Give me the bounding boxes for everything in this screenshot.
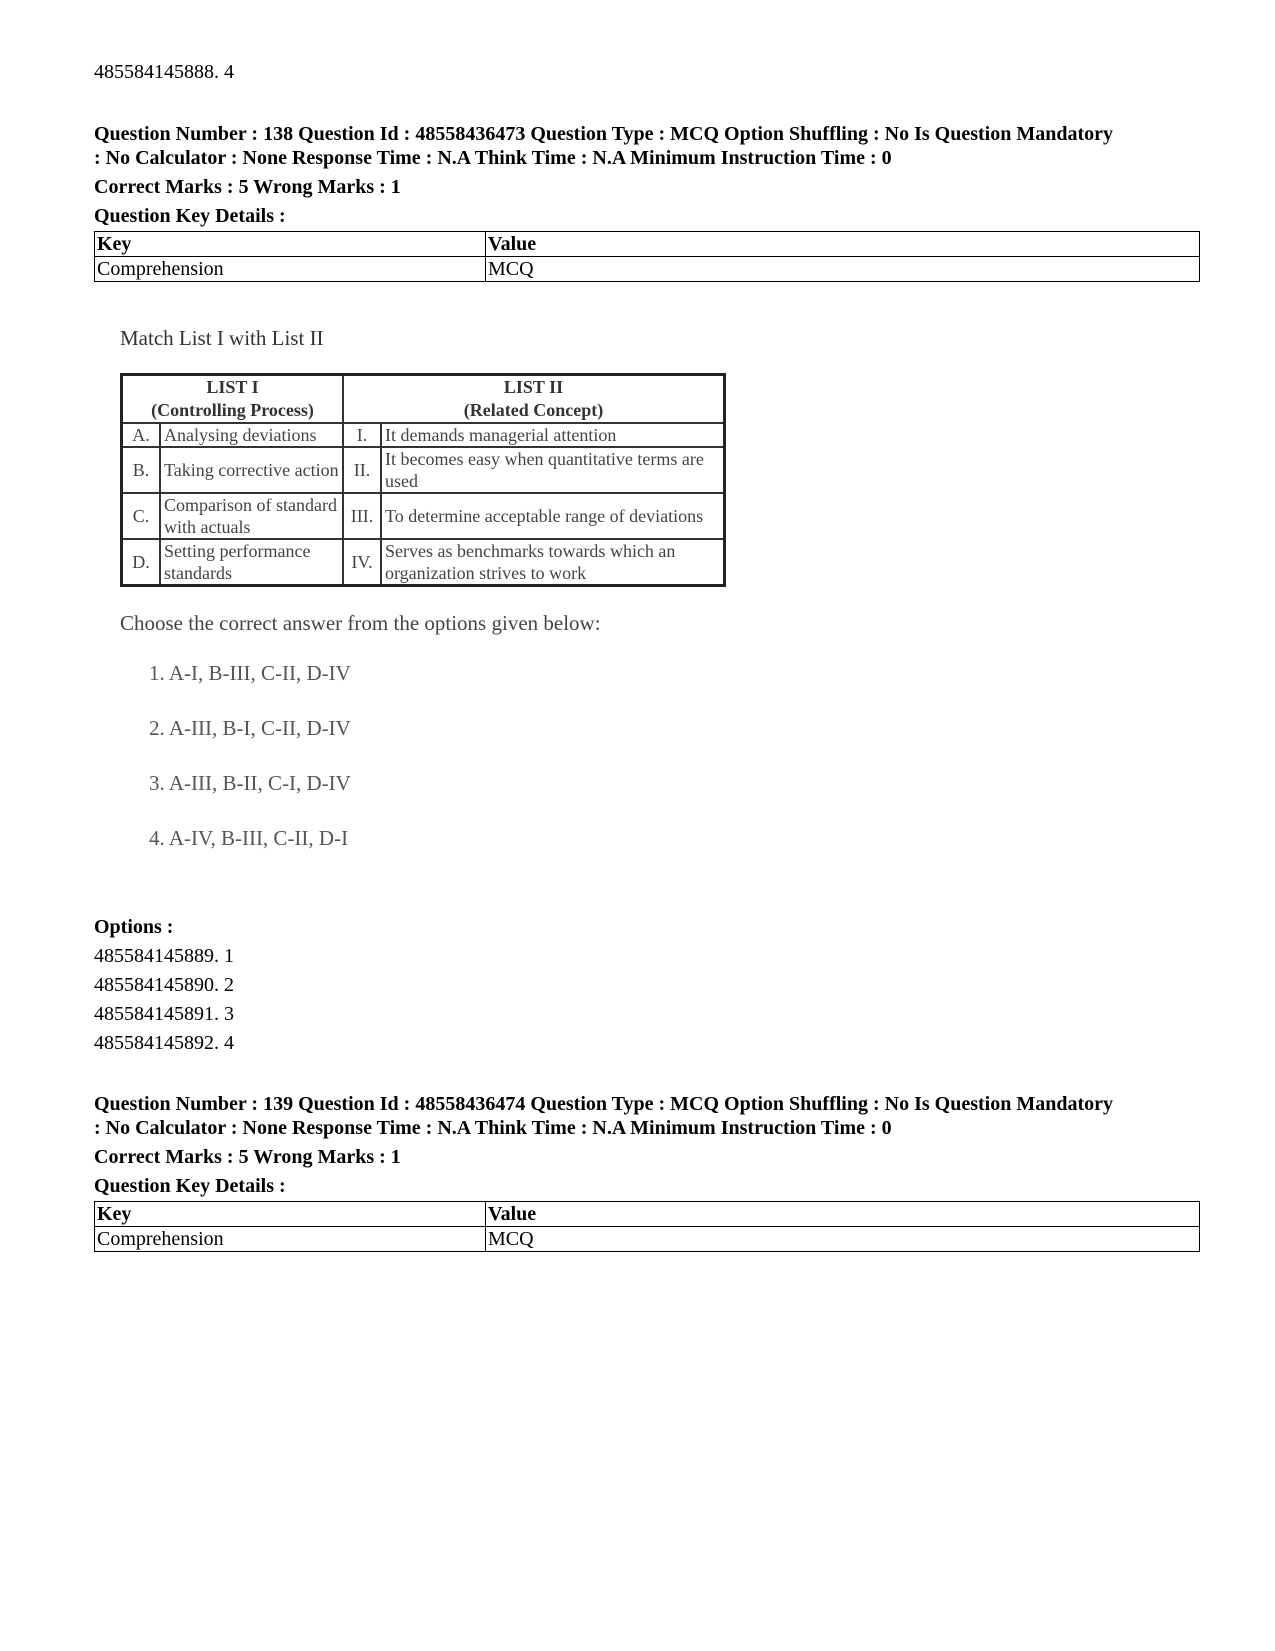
answer-choices: [149, 661, 740, 856]
list2-header-subtitle: (Related Concept): [463, 400, 604, 420]
list2-item: Serves as benchmarks towards which an organization strives to work: [381, 539, 725, 586]
list2-numeral: II.: [343, 447, 381, 493]
key-table-header-key: Key: [95, 232, 486, 257]
question-key-details-label: Question Key Details :: [94, 1175, 286, 1197]
question-intro: Match List I with List II: [120, 326, 324, 350]
list1-item: Analysing deviations: [160, 423, 343, 447]
list1-letter: B.: [122, 447, 161, 493]
key-table-header-value: Value: [486, 232, 1200, 257]
key-table-cell-value: MCQ: [486, 257, 1200, 282]
question-139-block: [94, 1092, 1200, 1252]
list2-item: It becomes easy when quantitative terms are used: [381, 447, 725, 493]
list2-header-title: LIST II: [503, 377, 564, 397]
list1-item: Setting performance standards: [160, 539, 343, 586]
match-table-row: [122, 423, 725, 447]
question-key-details-label: Question Key Details :: [94, 205, 286, 227]
list1-header-subtitle: (Controlling Process): [151, 400, 314, 420]
question-key-table: [94, 231, 1200, 282]
match-table-row: [122, 493, 725, 539]
list2-numeral: IV.: [343, 539, 381, 586]
match-table-header-row: [122, 375, 725, 424]
list1-letter: C.: [122, 493, 161, 539]
list2-item: It demands managerial attention: [381, 423, 725, 447]
key-table-header-key: Key: [95, 1202, 486, 1227]
key-table-header-value: Value: [486, 1202, 1200, 1227]
key-table-header-row: [95, 1202, 1200, 1227]
options-label: Options :: [94, 916, 174, 938]
question-marks: Correct Marks : 5 Wrong Marks : 1: [94, 176, 401, 198]
key-table-row: [95, 1227, 1200, 1252]
list2-item: To determine acceptable range of deviations: [381, 493, 725, 539]
list1-letter: A.: [122, 423, 161, 447]
question-marks: Correct Marks : 5 Wrong Marks : 1: [94, 1146, 401, 1168]
key-table-row: [95, 257, 1200, 282]
list1-header-title: LIST I: [206, 377, 259, 397]
question-header-line1: Question Number : 139 Question Id : 48558436474 Question Type : MCQ Option Shuffling : No Is Question Mandatory: [94, 1093, 1113, 1115]
list2-header: [343, 375, 725, 424]
question-header-line2: : No Calculator : None Response Time : N.A Think Time : N.A Minimum Instruction Time : 0: [94, 1117, 892, 1139]
previous-option-line: 485584145888. 4: [94, 61, 234, 83]
key-table-cell-key: Comprehension: [95, 257, 486, 282]
answer-choice: 4. A-IV, B-III, C-II, D-I: [149, 826, 349, 850]
key-table-header-row: [95, 232, 1200, 257]
question-138-block: [94, 122, 1200, 282]
question-image: [120, 326, 740, 881]
list2-numeral: I.: [343, 423, 381, 447]
question-header-line1: Question Number : 138 Question Id : 48558436473 Question Type : MCQ Option Shuffling : No Is Question Mandatory: [94, 123, 1113, 145]
option-item: 485584145891. 3: [94, 1003, 234, 1025]
answer-choice: 1. A-I, B-III, C-II, D-IV: [149, 661, 351, 685]
list1-header: [122, 375, 344, 424]
match-table-row: [122, 539, 725, 586]
option-item: 485584145889. 1: [94, 945, 234, 967]
answer-choice: 2. A-III, B-I, C-II, D-IV: [149, 716, 351, 740]
option-item: 485584145892. 4: [94, 1032, 234, 1054]
match-lists-table: [120, 373, 726, 587]
list2-numeral: III.: [343, 493, 381, 539]
list1-letter: D.: [122, 539, 161, 586]
key-table-cell-value: MCQ: [486, 1227, 1200, 1252]
choose-instruction: Choose the correct answer from the options given below:: [120, 611, 601, 635]
question-key-table: [94, 1201, 1200, 1252]
option-item: 485584145890. 2: [94, 974, 234, 996]
list1-item: Taking corrective action: [160, 447, 343, 493]
question-header-line2: : No Calculator : None Response Time : N.A Think Time : N.A Minimum Instruction Time : 0: [94, 147, 892, 169]
options-block: [94, 915, 234, 1055]
match-table-row: [122, 447, 725, 493]
list1-item: Comparison of standard with actuals: [160, 493, 343, 539]
answer-choice: 3. A-III, B-II, C-I, D-IV: [149, 771, 351, 795]
key-table-cell-key: Comprehension: [95, 1227, 486, 1252]
